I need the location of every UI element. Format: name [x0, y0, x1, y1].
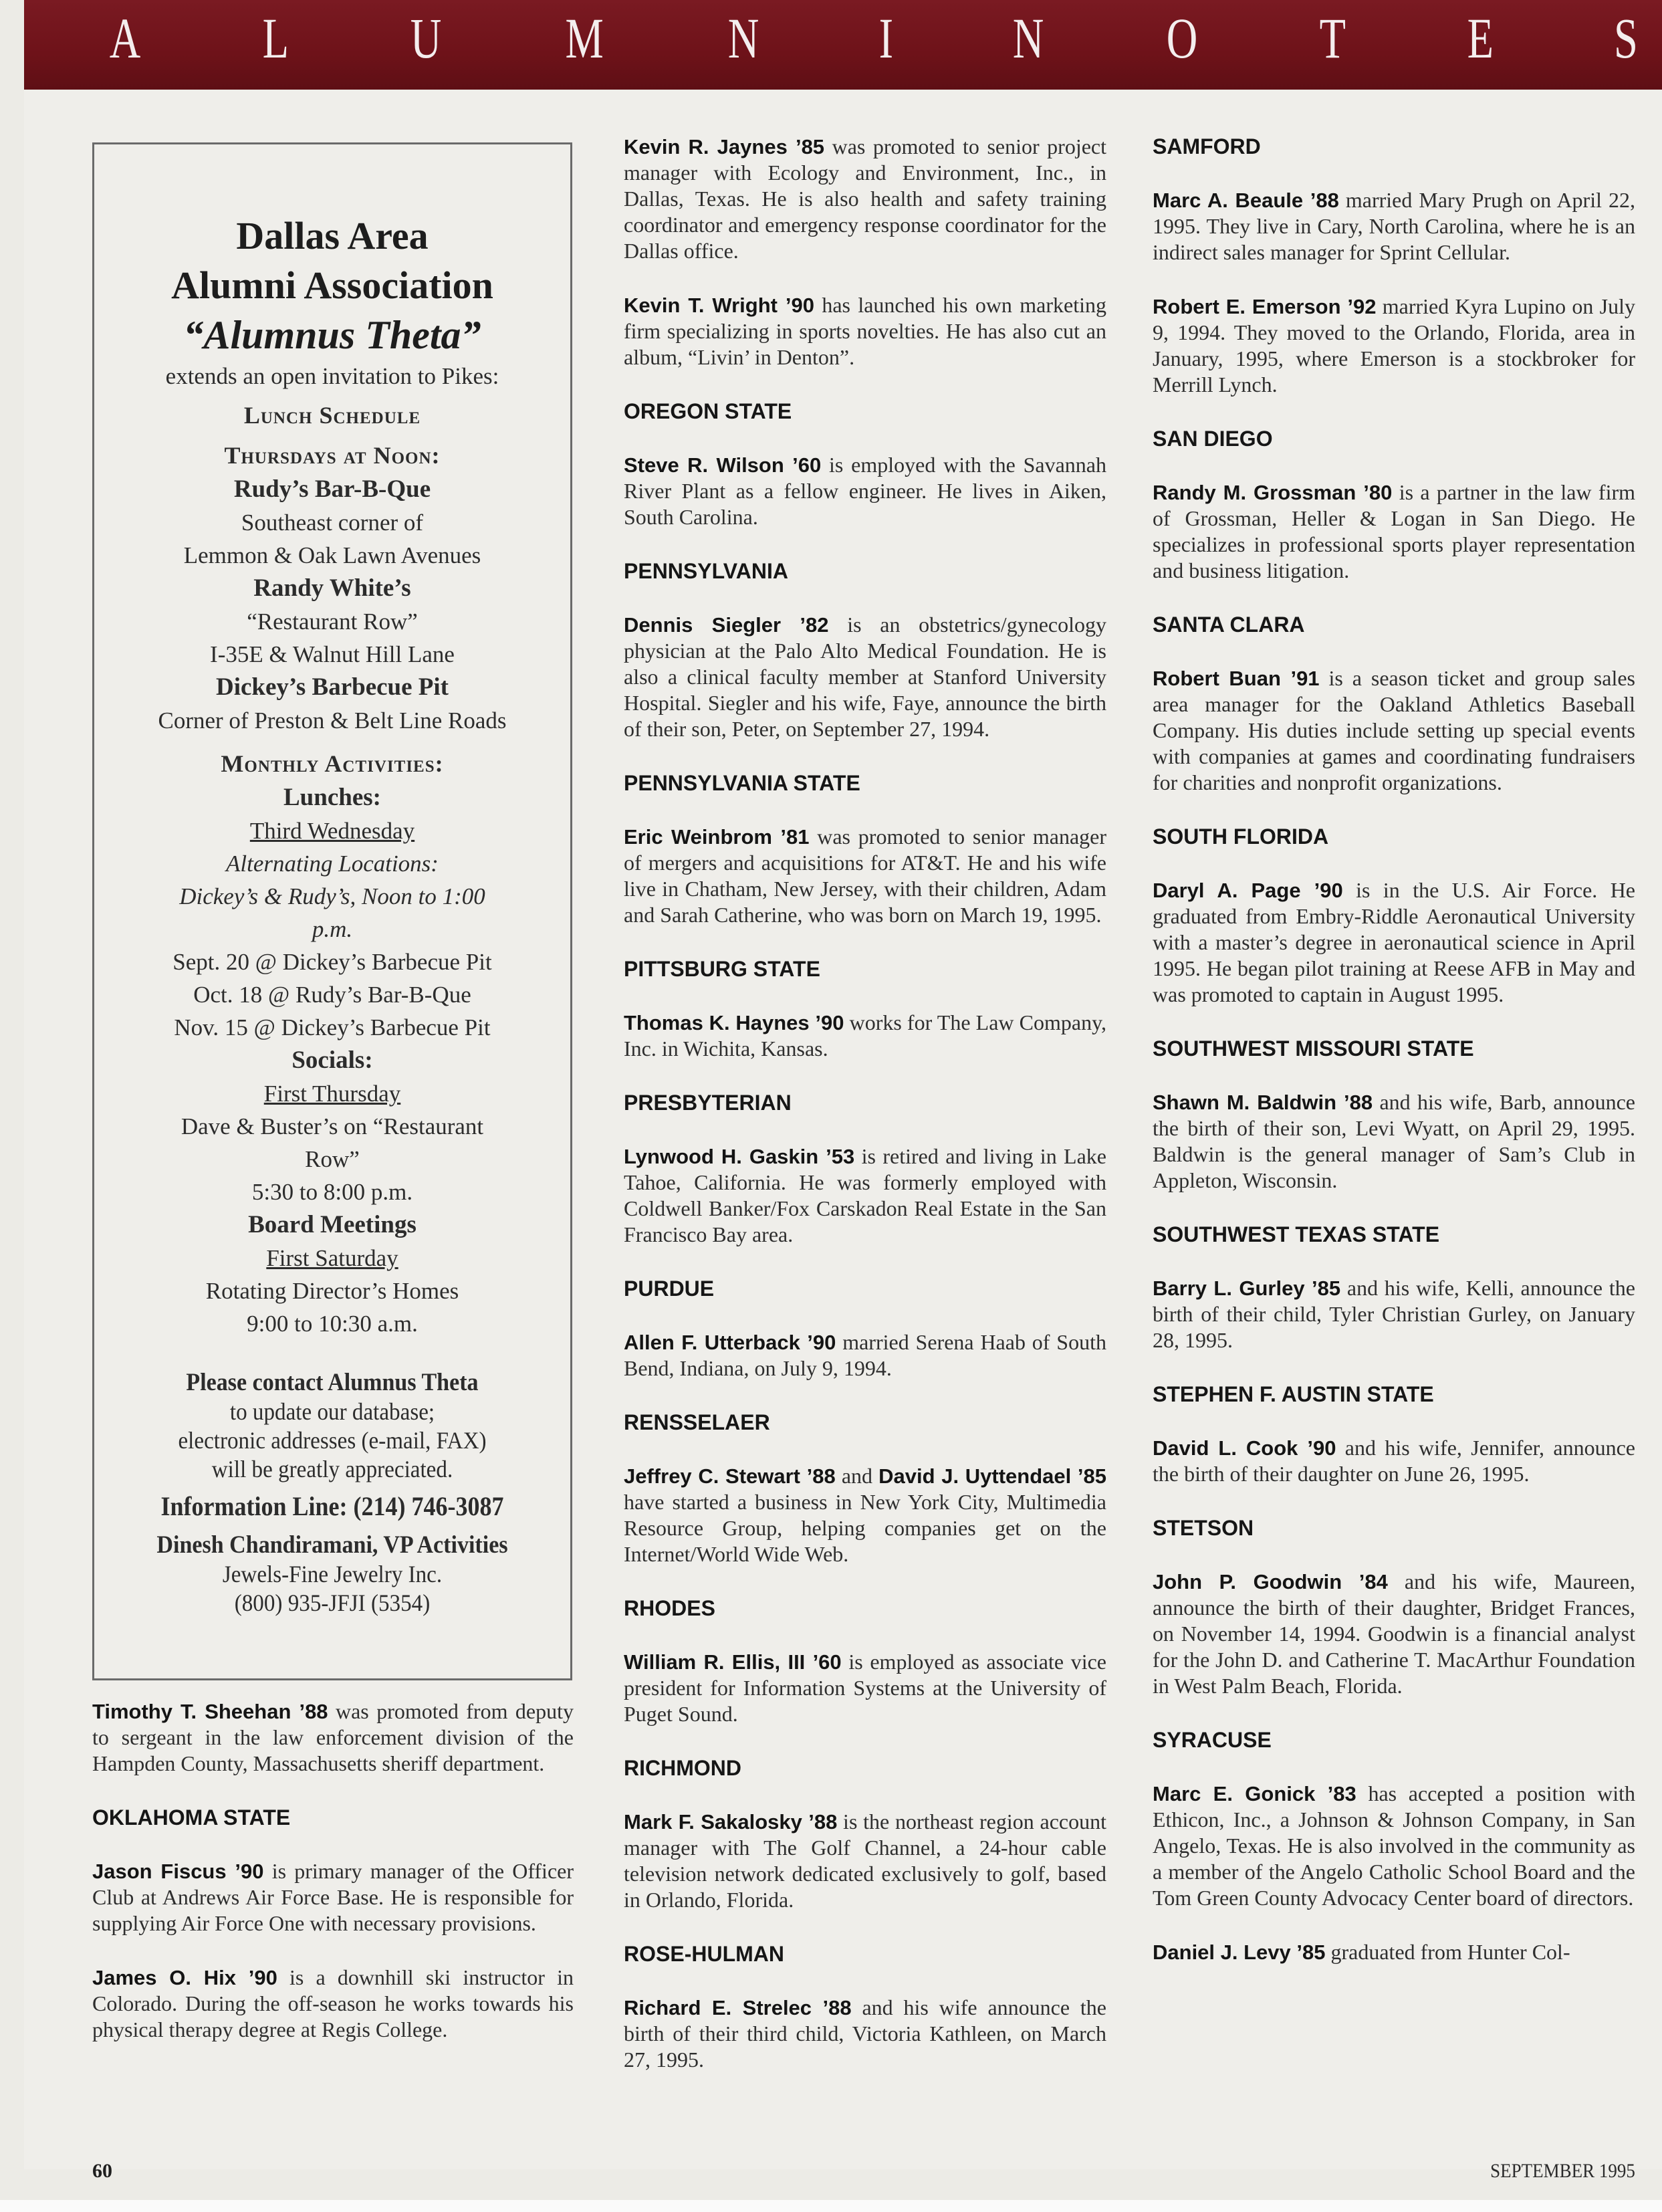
alumnus-name: Barry L. Gurley ’85: [1153, 1277, 1341, 1300]
banner-letter: M: [565, 6, 604, 70]
alumni-note: Daniel J. Levy ’85 graduated from Hunter Col-: [1153, 1940, 1570, 1964]
lunches-heading: Lunches:: [283, 784, 381, 811]
alumnus-name: Lynwood H. Gaskin ’53: [624, 1145, 855, 1168]
school-heading: RENSSELAER: [624, 1410, 770, 1434]
venue-address: Corner of Preston & Belt Line Roads: [158, 707, 507, 734]
alumnus-name: Marc E. Gonick ’83: [1153, 1782, 1356, 1805]
alumni-note: Marc A. Beaule ’88 married Mary Prugh on April 22, 1995. They live in Cary, North Carolina, where he is an indirect sales manager for Sprint Cellular.: [1153, 188, 1635, 264]
alumni-note: Thomas K. Haynes ’90 works for The Law Company, Inc. in Wichita, Kansas.: [624, 1010, 1106, 1061]
lunches-when: Third Wednesday: [249, 818, 415, 844]
school-heading: SOUTHWEST MISSOURI STATE: [1153, 1036, 1474, 1061]
alumni-note: James O. Hix ’90 is a downhill ski instructor in Colorado. During the off-season he works towards his physical therapy degree at Regis College.: [92, 1965, 574, 2041]
alumnus-name: Richard E. Strelec ’88: [624, 1996, 852, 2019]
socials-heading: Socials:: [291, 1046, 373, 1074]
section-banner: [24, 0, 1662, 90]
alumnus-name: John P. Goodwin ’84: [1153, 1570, 1388, 1593]
alt-detail: Dickey’s & Rudy’s, Noon to 1:00: [179, 883, 485, 909]
board-place: Rotating Director’s Homes: [205, 1278, 459, 1304]
school-heading: PITTSBURG STATE: [624, 957, 820, 981]
venue-name: Randy White’s: [253, 574, 411, 602]
alumni-note: Jeffrey C. Stewart ’88 and David J. Uyttendael ’85 have started a business in New York City, Multimedia Resource Group, helping companies get on the Internet/World Wide Web.: [624, 1464, 1107, 1566]
banner-letter: I: [878, 6, 893, 70]
alumnus-name: Timothy T. Sheehan ’88: [92, 1700, 328, 1723]
socials-place: Row”: [305, 1146, 360, 1172]
banner-letter: O: [1166, 6, 1198, 70]
socials-time: 5:30 to 8:00 p.m.: [251, 1179, 413, 1205]
alumnus-name: Daniel J. Levy ’85: [1153, 1941, 1326, 1964]
alumni-note: John P. Goodwin ’84 and his wife, Maureen, announce the birth of their daughter, Bridget Frances, on November 14, 1994. Goodwin is a financial analyst for the John D. and Catherine T. MacArthur Foundation in West Palm Beach, Florida.: [1153, 1569, 1636, 1698]
alumni-note: Robert Buan ’91 is a season ticket and group sales area manager for the Oakland Athletics Baseball Company. His duties include setting up special events with companies at games and coordinating fundraisers for charities and nonprofit organizations.: [1153, 666, 1636, 794]
lunch-date: Nov. 15 @ Dickey’s Barbecue Pit: [174, 1014, 491, 1040]
board-time: 9:00 to 10:30 a.m.: [247, 1311, 418, 1337]
column-1: [92, 1698, 574, 2071]
school-heading: PENNSYLVANIA STATE: [624, 771, 860, 795]
lunch-schedule-heading: Lunch Schedule: [243, 402, 421, 429]
invitation-text: extends an open invitation to Pikes:: [165, 363, 499, 389]
box-title-line2: Alumni Association: [171, 263, 493, 307]
alumnus-name: James O. Hix ’90: [92, 1966, 277, 1989]
board-when: First Saturday: [266, 1245, 398, 1271]
alumnus-name: William R. Ellis, III ’60: [624, 1650, 842, 1674]
alumni-note: Kevin R. Jaynes ’85 was promoted to senior project manager with Ecology and Environment, Inc., in Dallas, Texas. He is also health and safety training coordinator and emergency response coordinator for the Dallas office.: [624, 134, 1107, 263]
information-line: Information Line: (214) 746-3087: [160, 1491, 504, 1521]
alumni-note: Lynwood H. Gaskin ’53 is retired and living in Lake Tahoe, California. He was formerly employed with Coldwell Banker/Fox Carskadon Real Estate in the San Francisco Bay area.: [624, 1144, 1106, 1246]
school-heading: OKLAHOMA STATE: [92, 1805, 291, 1830]
alumni-note: David L. Cook ’90 and his wife, Jennifer, announce the birth of their daughter on June 26, 1995.: [1153, 1436, 1635, 1486]
alumnus-name: Kevin T. Wright ’90: [624, 294, 815, 317]
school-heading: RICHMOND: [624, 1756, 741, 1780]
school-heading: SYRACUSE: [1153, 1728, 1272, 1752]
alumni-note: Shawn M. Baldwin ’88 and his wife, Barb, announce the birth of their son, Levi Wyatt, on April 29, 1995. Baldwin is the general manager of Sam’s Club in Appleton, Wisconsin.: [1153, 1090, 1636, 1192]
column-2: [624, 134, 1106, 2101]
box-title-line1: Dallas Area: [236, 214, 429, 257]
monthly-heading: Monthly Activities:: [221, 750, 444, 777]
alumnus-name: Robert Buan ’91: [1153, 667, 1320, 690]
school-heading: PURDUE: [624, 1277, 715, 1301]
school-heading: RHODES: [624, 1596, 715, 1620]
alumni-note: Barry L. Gurley ’85 and his wife, Kelli, announce the birth of their child, Tyler Christian Gurley, on January 28, 1995.: [1153, 1276, 1635, 1352]
alumnus-name: Daryl A. Page ’90: [1153, 879, 1343, 902]
school-heading: SAN DIEGO: [1153, 427, 1273, 451]
vp-name: Dinesh Chandiramani, VP Activities: [156, 1531, 508, 1559]
alumni-note: Randy M. Grossman ’80 is a partner in the law firm of Grossman, Heller & Logan in San Diego. He specializes in professional sports player representation and business litigation.: [1153, 480, 1636, 582]
alumni-note: Dennis Siegler ’82 is an obstetrics/gynecology physician at the Palo Alto Medical Foundation. He is also a clinical faculty member at Stanford University Hospital. Siegler and his wife, Faye, announce the birth of their son, Peter, on September 27, 1994.: [624, 613, 1106, 741]
venue-address: I-35E & Walnut Hill Lane: [210, 641, 455, 667]
school-heading: SOUTH FLORIDA: [1153, 824, 1329, 849]
alumnus-name: Jeffrey C. Stewart ’88: [624, 1464, 836, 1488]
venue-address: “Restaurant Row”: [247, 609, 418, 635]
contact-line: to update our database;: [229, 1398, 435, 1425]
alumnus-name: Jason Fiscus ’90: [92, 1860, 264, 1883]
contact-line: will be greatly appreciated.: [211, 1456, 453, 1482]
venue-address: Southeast corner of: [241, 510, 424, 536]
lunch-date: Oct. 18 @ Rudy’s Bar-B-Que: [193, 982, 471, 1008]
alumnus-name: Randy M. Grossman ’80: [1153, 481, 1393, 504]
school-heading: STETSON: [1153, 1516, 1254, 1540]
alumni-note: Kevin T. Wright ’90 has launched his own marketing firm specializing in sports novelties. He has also cut an album, “Livin’ in Denton”.: [624, 293, 1106, 369]
alumnus-name: Robert E. Emerson ’92: [1153, 295, 1377, 318]
board-heading: Board Meetings: [248, 1211, 417, 1238]
contact-heading: Please contact Alumnus Theta: [186, 1369, 479, 1396]
page-edge: [0, 2200, 1662, 2212]
page-number: 60: [92, 2160, 112, 2182]
school-heading: SAMFORD: [1153, 134, 1261, 158]
banner-letter: S: [1614, 6, 1638, 70]
banner-letter: A: [109, 6, 141, 70]
alumni-note: Jason Fiscus ’90 is primary manager of the Officer Club at Andrews Air Force Base. He is responsible for supplying Air Force One with necessary provisions.: [92, 1859, 574, 1935]
alumnus-name: Eric Weinbrom ’81: [624, 825, 810, 849]
venue-name: Rudy’s Bar-B-Que: [233, 475, 431, 503]
issue-date: SEPTEMBER 1995: [1490, 2160, 1635, 2182]
alumnus-name: Allen F. Utterback ’90: [624, 1331, 836, 1354]
column-3: [1153, 134, 1635, 1993]
socials-place: Dave & Buster’s on “Restaurant: [181, 1113, 484, 1139]
alumnus-name: Marc A. Beaule ’88: [1153, 189, 1339, 212]
alumnus-name: Kevin R. Jaynes ’85: [624, 135, 825, 158]
alumnus-name: Mark F. Sakalosky ’88: [624, 1810, 838, 1834]
banner-letter: N: [1012, 6, 1044, 70]
dallas-alumni-box: [92, 142, 572, 1680]
alumni-note: Timothy T. Sheehan ’88 was promoted from deputy to sergeant in the law enforcement division of the Hampden County, Massachusetts sheriff department.: [92, 1699, 574, 1775]
lunch-date: Sept. 20 @ Dickey’s Barbecue Pit: [172, 949, 492, 975]
school-heading: STEPHEN F. AUSTIN STATE: [1153, 1382, 1434, 1406]
banner-letter: N: [727, 6, 759, 70]
alumnus-name: Thomas K. Haynes ’90: [624, 1011, 844, 1034]
school-heading: PRESBYTERIAN: [624, 1091, 792, 1115]
vp-phone: (800) 935-JFJI (5354): [234, 1589, 431, 1616]
alumni-note: Steve R. Wilson ’60 is employed with the Savannah River Plant as a fellow engineer. He lives in Aiken, South Carolina.: [624, 453, 1106, 529]
vp-company: Jewels-Fine Jewelry Inc.: [222, 1561, 443, 1587]
socials-when: First Thursday: [263, 1081, 401, 1107]
school-heading: OREGON STATE: [624, 399, 792, 423]
venue-address: Lemmon & Oak Lawn Avenues: [183, 542, 481, 568]
alumni-note: Allen F. Utterback ’90 married Serena Haab of South Bend, Indiana, on July 9, 1994.: [624, 1330, 1106, 1380]
banner-letter: E: [1467, 6, 1494, 70]
alumnus-name: Dennis Siegler ’82: [624, 613, 829, 637]
banner-letter: L: [262, 6, 289, 70]
alumni-note: Marc E. Gonick ’83 has accepted a position with Ethicon, Inc., a Johnson & Johnson Company, in San Angelo, Texas. He is also involved in the community as a member of the Angelo Catholic School Board and the Tom Green County Advocacy Center board of directors.: [1153, 1781, 1635, 1910]
box-title-line3: “Alumnus Theta”: [183, 313, 481, 357]
banner-letter: T: [1319, 6, 1346, 70]
alumni-note: Mark F. Sakalosky ’88 is the northeast region account manager with The Golf Channel, a 24-hour cable television network dedicated exclusively to golf, based in Orlando, Florida.: [624, 1809, 1106, 1912]
thursdays-heading: Thursdays at Noon:: [224, 442, 441, 469]
alumnus-name: David L. Cook ’90: [1153, 1436, 1336, 1460]
alumni-note: William R. Ellis, III ’60 is employed as associate vice president for Information Systems at the University of Puget Sound.: [624, 1650, 1106, 1726]
alt-detail: p.m.: [312, 916, 353, 942]
alumnus-name: David J. Uyttendael ’85: [878, 1464, 1107, 1488]
alt-locations: Alternating Locations:: [226, 851, 439, 877]
alumnus-name: Steve R. Wilson ’60: [624, 453, 822, 477]
school-heading: SOUTHWEST TEXAS STATE: [1153, 1222, 1440, 1246]
contact-line: electronic addresses (e-mail, FAX): [178, 1427, 487, 1454]
alumni-note: Eric Weinbrom ’81 was promoted to senior manager of mergers and acquisitions for AT&T. He and his wife live in Chatham, New Jersey, with their children, Adam and Sarah Catherine, who was born on March 19, 1995.: [624, 824, 1107, 927]
school-heading: SANTA CLARA: [1153, 613, 1305, 637]
alumni-note: Richard E. Strelec ’88 and his wife announce the birth of their third child, Victoria Kathleen, on March 27, 1995.: [624, 1995, 1106, 2072]
school-heading: ROSE-HULMAN: [624, 1942, 784, 1966]
venue-name: Dickey’s Barbecue Pit: [216, 673, 449, 701]
school-heading: PENNSYLVANIA: [624, 559, 788, 583]
alumni-note: Daryl A. Page ’90 is in the U.S. Air Force. He graduated from Embry-Riddle Aeronautical University with a master’s degree in aeronautical science in April 1995. He began pilot training at Reese AFB in May and was promoted to captain in August 1995.: [1153, 878, 1636, 1006]
alumnus-name: Shawn M. Baldwin ’88: [1153, 1091, 1373, 1114]
banner-letter: U: [410, 6, 442, 70]
alumni-note: Robert E. Emerson ’92 married Kyra Lupino on July 9, 1994. They moved to the Orlando, Florida, area in January, 1995, where Emerson is a stockbroker for Merrill Lynch.: [1153, 294, 1635, 397]
